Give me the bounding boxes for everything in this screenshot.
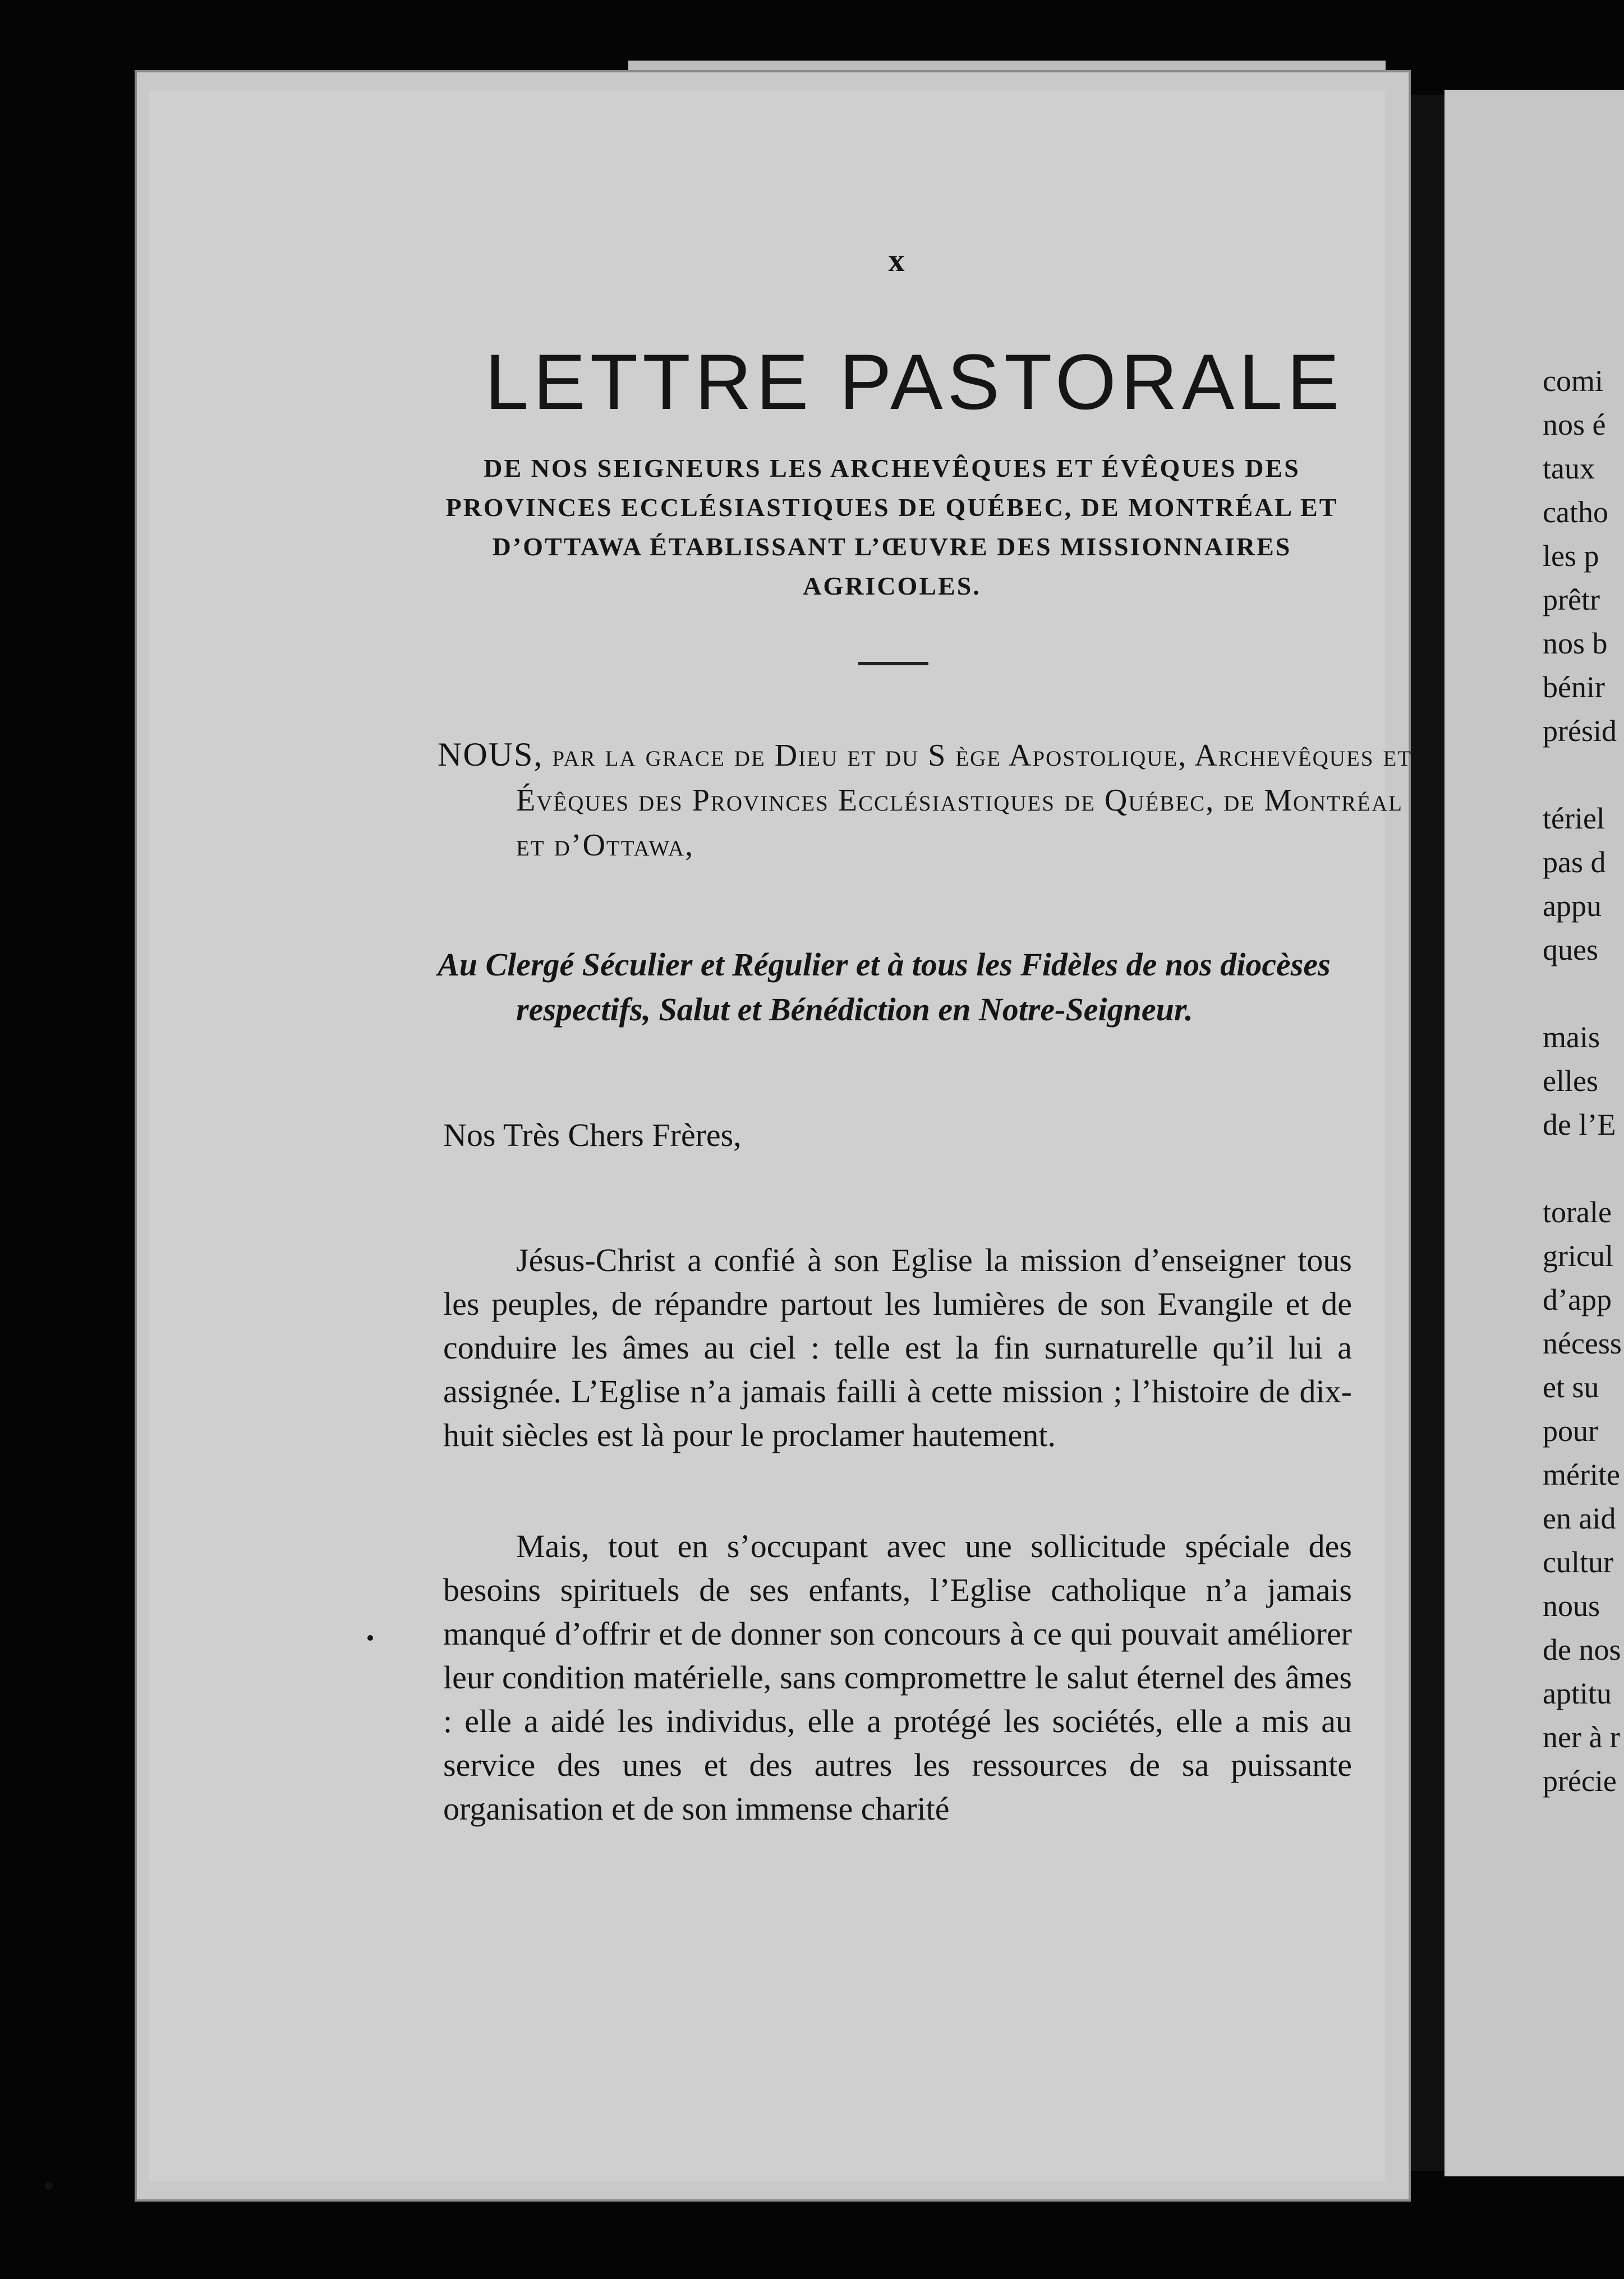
facing-line	[1543, 1147, 1624, 1190]
document-title: LETTRE PASTORALE	[485, 338, 1344, 426]
facing-line: de l’E	[1543, 1108, 1616, 1141]
facing-line: catho	[1543, 495, 1608, 529]
facing-line: ner à r	[1543, 1720, 1620, 1754]
ink-speck	[367, 1635, 373, 1641]
address-line: Au Clergé Séculier et Régulier et à tous les Fidèles de nos diocèses respectifs, Salut et Bénédiction en Notre-Seigneur.	[438, 946, 1331, 1028]
facing-page-text	[1543, 359, 1624, 1803]
facing-line: nos b	[1543, 627, 1608, 660]
facing-line: mais	[1543, 1020, 1600, 1054]
paragraph-2: Mais, tout en s’occupant avec une sollicitude spéciale des besoins spirituels de ses enfants, l’Eglise catholique n’a jamais manqué d’offrir et de donner son concours à ce qui pouvait améliorer leur condition matérielle, sans compromettre le salut éternel des âmes : elle a aidé les individus, elle a protégé les sociétés, elle a mis au service des unes et des autres les ressources de sa puissante organisation et de son immense charité	[443, 1528, 1352, 1827]
book-gutter-shadow	[1411, 95, 1444, 2171]
facing-line: pas d	[1543, 845, 1606, 879]
scan-speck	[45, 2182, 53, 2190]
facing-line: précie	[1543, 1764, 1617, 1798]
facing-line: nos é	[1543, 408, 1606, 441]
facing-line: tériel	[1543, 802, 1605, 835]
facing-line: comi	[1543, 364, 1603, 398]
facing-line: prêtr	[1543, 583, 1600, 616]
facing-line: en aid	[1543, 1502, 1616, 1535]
facing-line: de nos	[1543, 1633, 1621, 1666]
facing-line	[1543, 972, 1624, 1015]
document-subtitle: DE NOS SEIGNEURS LES ARCHEVÊQUES ET ÉVÊQUES DES PROVINCES ECCLÉSIASTIQUES DE QUÉBEC, DE MONTRÉAL ET D’OTTAWA ÉTABLISSANT L’ŒUVRE DES MISSIONNAIRES AGRICOLES.	[445, 454, 1338, 600]
facing-line: elles	[1543, 1064, 1598, 1098]
facing-line: torale	[1543, 1195, 1612, 1229]
facing-line: nécess	[1543, 1327, 1622, 1360]
facing-line: mérite	[1543, 1458, 1620, 1491]
facing-line: ques	[1543, 933, 1598, 966]
facing-line: et su	[1543, 1370, 1599, 1404]
facing-line: bénir	[1543, 670, 1605, 704]
facing-line: les p	[1543, 539, 1599, 573]
facing-line: pour	[1543, 1414, 1598, 1448]
nous-lead: NOUS,	[438, 736, 544, 773]
facing-line: aptitu	[1543, 1677, 1612, 1710]
facing-line: cultur	[1543, 1545, 1613, 1579]
facing-line: d’app	[1543, 1283, 1612, 1316]
title-divider	[858, 662, 928, 665]
facing-line: taux	[1543, 452, 1595, 485]
salutation: Nos Très Chers Frères,	[443, 1117, 742, 1153]
facing-line: appu	[1543, 889, 1602, 923]
facing-line: présid	[1543, 714, 1617, 748]
nous-declaration	[438, 732, 1425, 868]
facing-line	[1543, 753, 1624, 797]
paragraph-1: Jésus-Christ a confié à son Eglise la mission d’enseigner tous les peuples, de répandre partout les lumières de son Evangile et de conduire les âmes au ciel : telle est la fin surnaturelle qu’il lui a assignée. L’Eglise n’a jamais failli à cette mission ; l’histoire de dix-huit siècles est là pour le proclamer hautement.	[443, 1242, 1352, 1453]
facing-line: gricul	[1543, 1239, 1613, 1273]
page-number: x	[888, 242, 905, 278]
nous-text: par la grace de Dieu et du S ège Apostolique, Archevêques et Évêques des Provinces Ecclésiastiques de Québec, de Montréal et d’Ottawa,	[516, 738, 1413, 863]
facing-line: nous	[1543, 1589, 1600, 1623]
